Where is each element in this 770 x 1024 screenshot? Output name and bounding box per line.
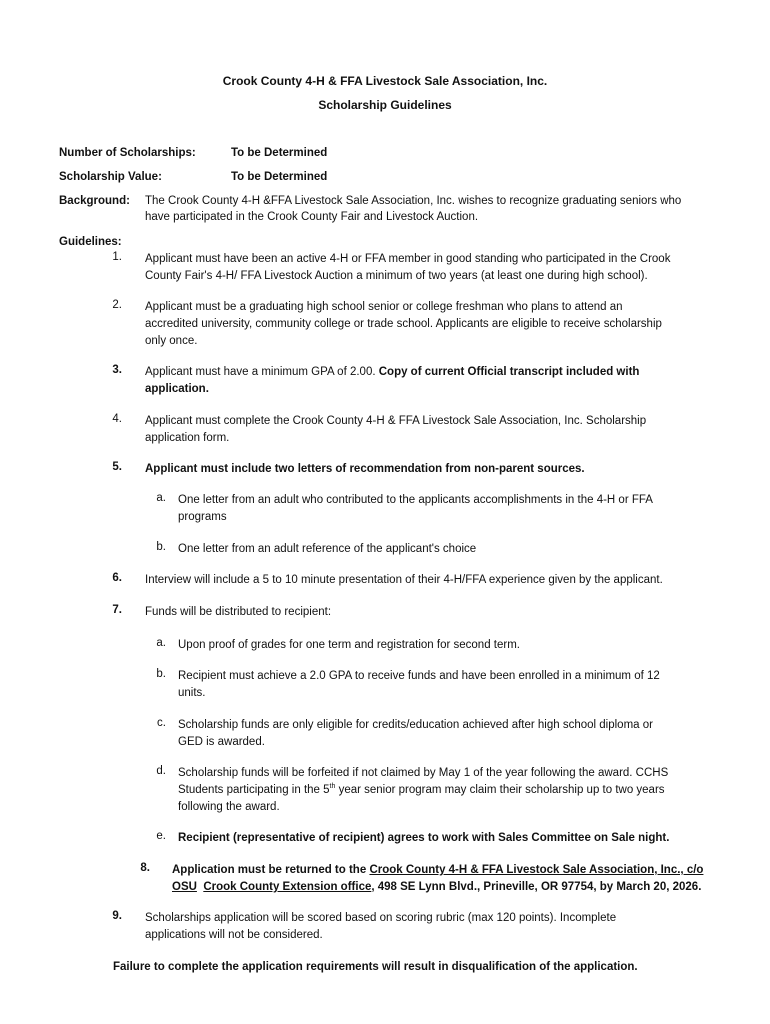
item-number: 2. [112,299,122,311]
item-text-line: accredited university, community college or trade school. Applicants are eligible to receive scholarship [145,318,662,330]
sub-item-letter: e. [156,830,166,842]
sub-item-text-line: Recipient must achieve a 2.0 GPA to receive funds and have been enrolled in a minimum of 12 [178,670,660,682]
footer-warning: Failure to complete the application requirements will result in disqualification of the application. [113,961,638,973]
item-text-part: Applicant must have a minimum GPA of 2.00. [145,366,379,378]
scholarship-value-label: Scholarship Value: [59,171,162,183]
sub-item-text-line: One letter from an adult who contributed to the applicants accomplishments in the 4-H or FFA [178,494,653,506]
item-number: 7. [112,604,122,616]
sub-item-text-line: programs [178,511,227,523]
extension-office-text: Crook County Extension office [203,881,372,893]
item-text-line: application form. [145,432,230,444]
sub-item-text-line: Scholarship funds are only eligible for credits/education achieved after high school diploma or [178,719,653,731]
item-text-line: County Fair's 4-H/ FFA Livestock Auction a minimum of two years (at least one during high school). [145,270,648,282]
item-text-line: Applicant must have been an active 4-H or FFA member in good standing who participated in the Crook [145,253,671,265]
num-scholarships-value: To be Determined [231,147,328,159]
item-text-line: Interview will include a 5 to 10 minute presentation of their 4-H/FFA experience given by the applicant. [145,574,663,586]
superscript-ordinal: th [329,783,336,791]
item-text-line: Applicant must include two letters of recommendation from non-parent sources. [145,463,585,475]
item-number: 9. [112,910,122,922]
osu-text: OSU [172,881,197,893]
sub-item-text-line: units. [178,687,206,699]
sub-item-text-line: Recipient (representative of recipient) agrees to work with Sales Committee on Sale night. [178,832,670,844]
sub-item-text-part: Students participating in the 5 [178,784,330,796]
item-number: 5. [112,461,122,473]
doc-title: Scholarship Guidelines [318,98,452,112]
item-text-line: Applicant must complete the Crook County 4-H & FFA Livestock Sale Association, Inc. Scholarship [145,415,647,427]
item-text-line [172,879,701,896]
sub-item-text-part: year senior program may claim their scholarship up to two years [335,784,665,796]
item-text-line: application. [145,383,209,395]
item-text-line [145,364,639,381]
guidelines-label: Guidelines: [59,236,122,248]
item-number: 6. [112,572,122,584]
item-text-part: , 498 SE Lynn Blvd., Prineville, OR 97754, by March 20, 2026. [371,881,702,893]
item-number: 1. [112,251,122,263]
sub-item-letter: a. [156,637,166,649]
item-text-line: applications will not be considered. [145,929,323,941]
sub-item-text-line: Upon proof of grades for one term and registration for second term. [178,639,520,651]
sub-item-text-line: GED is awarded. [178,736,265,748]
sub-item-letter: d. [156,765,166,777]
item-number: 4. [112,413,122,425]
background-text-line: The Crook County 4-H &FFA Livestock Sale Association, Inc. wishes to recognize graduating seniors who [145,195,682,207]
sub-item-letter: b. [156,541,166,553]
sub-item-letter: a. [156,492,166,504]
sub-item-letter: b. [156,668,166,680]
item-text-line: only once. [145,335,198,347]
background-label: Background: [59,195,130,207]
sub-item-text-line: One letter from an adult reference of the applicant's choice [178,543,477,555]
return-address-link: Crook County 4-H & FFA Livestock Sale Association, Inc., c/o [369,864,704,876]
sub-item-text-line [178,782,665,799]
item-text-line: Applicant must be a graduating high school senior or college freshman who plans to attend an [145,301,623,313]
background-text-line: have participated in the Crook County Fair and Livestock Auction. [145,211,479,223]
item-text-line [172,862,703,879]
org-title: Crook County 4-H & FFA Livestock Sale Association, Inc. [222,74,548,88]
num-scholarships-label: Number of Scholarships: [59,147,196,159]
sub-item-text-line: following the award. [178,801,280,813]
item-number: 8. [140,862,150,874]
item-number: 3. [112,364,122,376]
item-text-line: Scholarships application will be scored based on scoring rubric (max 120 points). Incomplete [145,912,617,924]
sub-item-text-line: Scholarship funds will be forfeited if not claimed by May 1 of the year following the award. CCHS [178,767,669,779]
item-text-emphasis: Copy of current Official transcript included with [378,366,640,378]
item-text-part: Application must be returned to the [172,864,370,876]
item-text-line: Funds will be distributed to recipient: [145,606,332,618]
sub-item-letter: c. [157,717,166,729]
scholarship-value-value: To be Determined [231,171,328,183]
